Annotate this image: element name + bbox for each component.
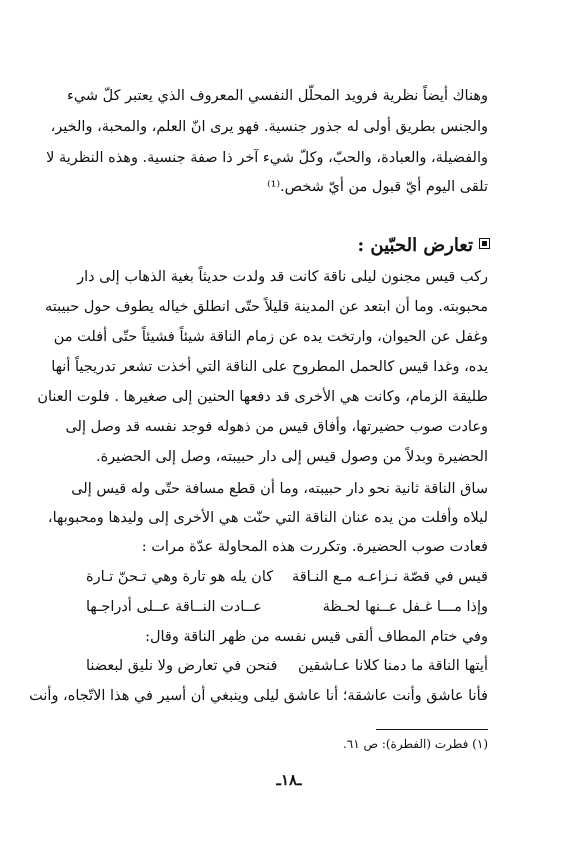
verse-first-hemistich: وإذا مـــا غـفل عــنها لحـظة (322, 599, 488, 615)
section-heading-text: تعارض الحبّين : (357, 235, 473, 256)
verse-second-hemistich: عــادت النــاقة عــلى أدراجـها (86, 599, 262, 615)
paragraph-line: وفي ختام المطاف ألقى قيس نفسه من ظهر الناقة وقال: (145, 629, 488, 645)
section-heading (358, 235, 490, 256)
paragraph-line: والجنس بطريق أولى له جذور جنسية. فهو يرى انّ العلم، والمحبة، والخير، (50, 119, 488, 135)
verse-second-hemistich: كان يله هو تارة وهي تـحنّ تـارة (86, 569, 274, 585)
verse-line (86, 597, 488, 617)
paragraph-line: تلقى اليوم أيّ قبول من أيّ شخص.⁽¹⁾ (267, 179, 488, 195)
paragraph-line: وعادت صوب حضيرتها، وأفاق قيس من ذهوله فوجد نفسه قد وصل إلى (65, 419, 488, 435)
paragraph-line: وهناك أيضاً نظرية فرويد المحلّل النفسي المعروف الذي يعتبر كلّ شيء (67, 88, 488, 104)
footnote: (١) فطرت (الفطرة): ص ٦١. (342, 737, 488, 751)
page-number: ـ١٨ـ (276, 771, 302, 789)
verse-second-hemistich: فنحن في تعارض ولا نليق لبعضنا (86, 658, 278, 674)
paragraph-line: طليقة الزمام، وكانت هي الأخرى قد دفعها الحنين إلى صغيرها . فلوت العنان (37, 389, 488, 405)
paragraph-line: ساق الناقة ثانية نحو دار حبيبته، وما أن قطع مسافة حتّى وله قيس إلى (71, 481, 488, 497)
square-bullet-icon (479, 238, 490, 249)
paragraph-line: فأنا عاشق وأنت عاشقة؛ أنا عاشق ليلى وينبغي أن أسير في هذا الاتّجاه، وأنت (29, 688, 488, 704)
paragraph-line: والفضيلة، والعبادة، والحبّ، وكلّ شيء آخر ذا صفة جنسية. وهذه النظرية لا (46, 150, 488, 166)
verse-first-hemistich: قيس في قصّة نـزاعـه مـع النـاقة (291, 569, 488, 585)
paragraph-line: فعادت صوب الحضيرة. وتكررت هذه المحاولة عدّة مرات : (141, 539, 488, 555)
paragraph-line: الحضيرة وبدلاً من وصول قيس إلى دار حبيبته، وصل إلى الحضيرة. (95, 449, 488, 465)
footnote-divider (376, 729, 488, 730)
paragraph-line: ركب قيس مجنون ليلى ناقة كانت قد ولدت حديثاً بغية الذهاب إلى دار (77, 269, 488, 285)
verse-line (86, 567, 488, 587)
verse-line (86, 656, 488, 676)
paragraph-line: وغفل عن الحيوان، وارتخت يده عن زمام الناقة شيئاً فشيئاً حتّى أفلت من (53, 329, 488, 345)
verse-first-hemistich: أيتها الناقة ما دمنا كلانا عـاشقين (298, 658, 488, 674)
paragraph-line: ليلاه وأفلت من يده عنان الناقة التي حنّت هي الأخرى إلى وليدها ومحبوبها، (47, 510, 488, 526)
paragraph-line: يده، وغدا قيس كالحمل المطروح على الناقة التي أخذت تشعر تدريجياً أنها (51, 359, 488, 375)
paragraph-line: محبوبته. وما أن ابتعد عن المدينة قليلاً حتّى انطلق خياله يطوف حول حبيبته (45, 299, 488, 315)
